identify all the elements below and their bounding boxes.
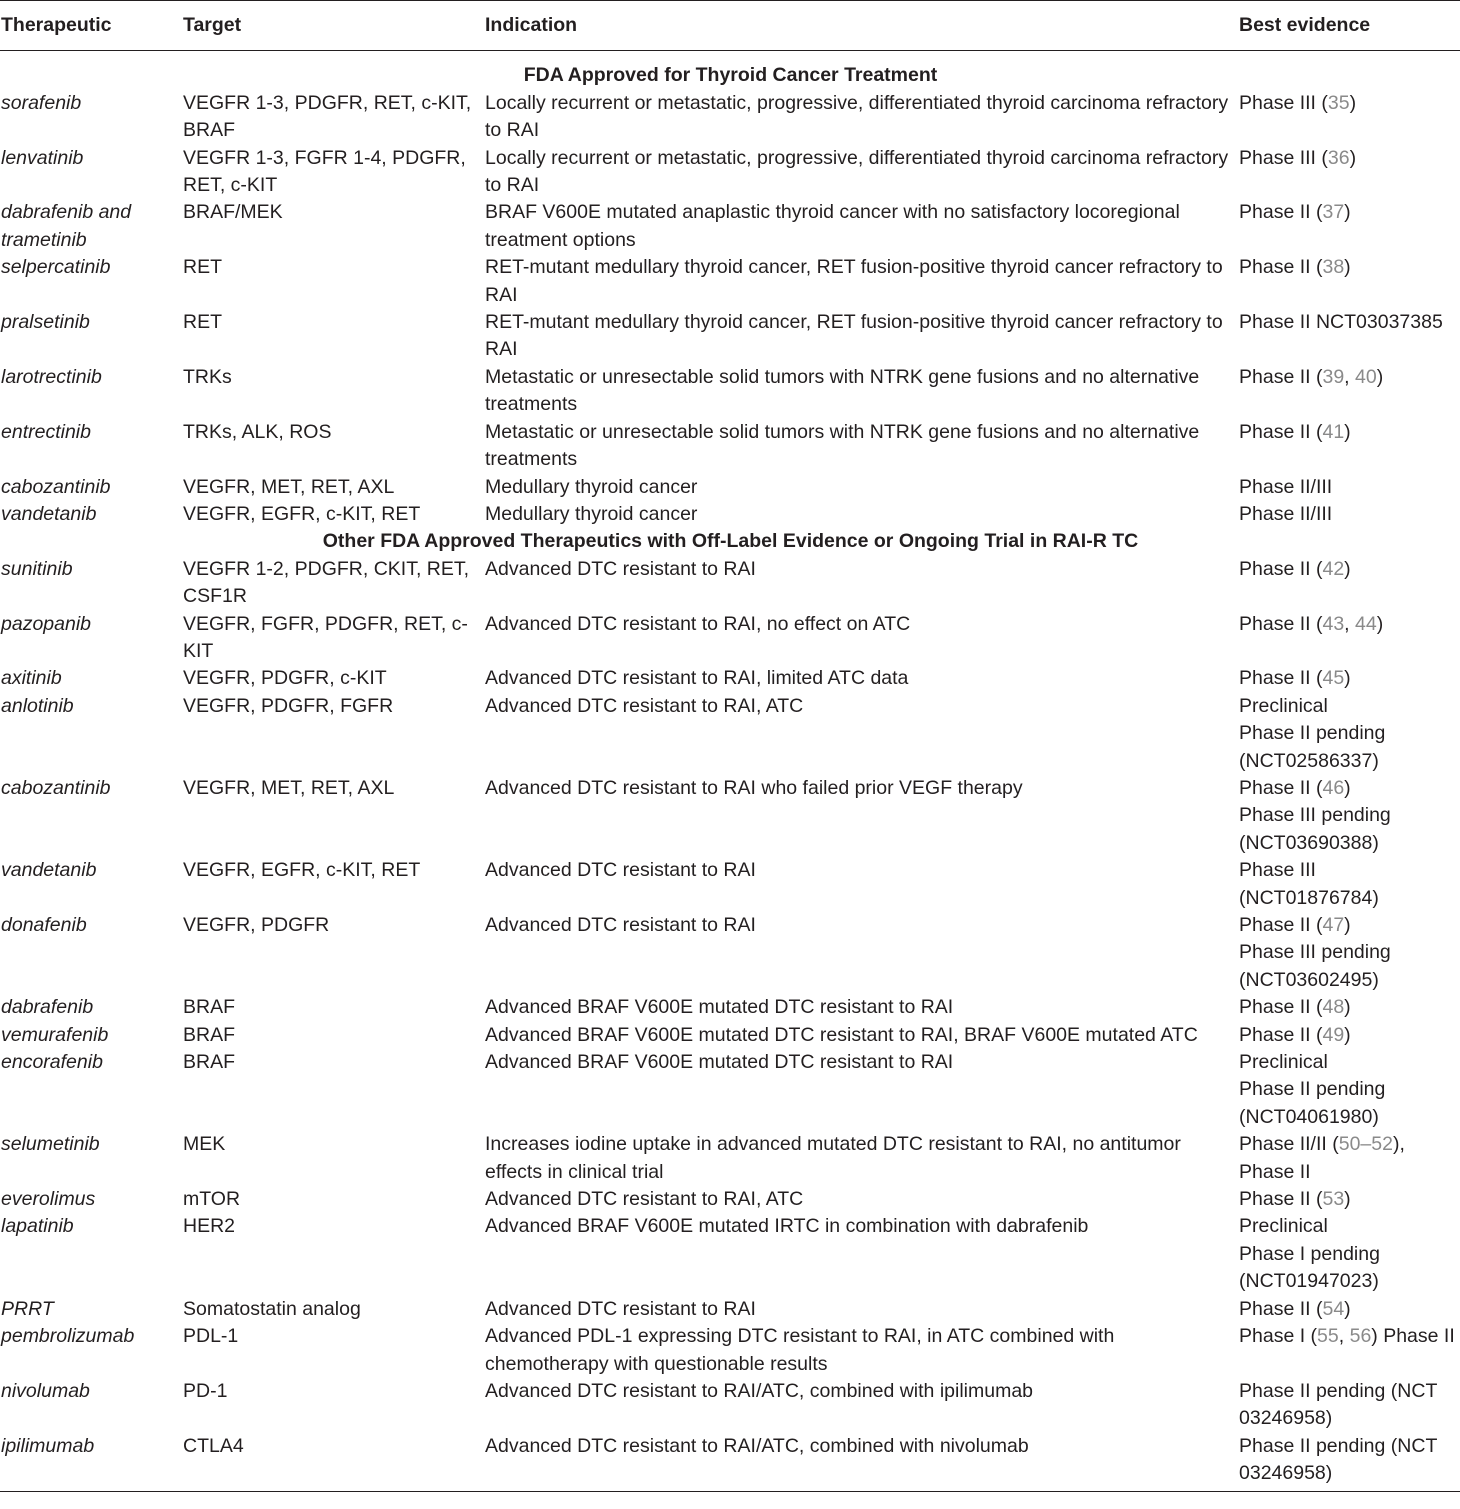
cell-indication: Metastatic or unresectable solid tumors with NTRK gene fusions and no alternative treatments <box>485 365 1200 416</box>
table-row <box>0 145 1460 200</box>
cell-target: BRAF <box>183 1051 236 1074</box>
table-row <box>0 775 1460 857</box>
cell-best-evidence <box>1238 1186 1460 1213</box>
table-row <box>0 1433 1460 1491</box>
evidence-text: Phase II/III <box>1239 502 1333 525</box>
table-row <box>0 857 1460 912</box>
reference-link[interactable]: 49 <box>1322 1023 1345 1046</box>
reference-link[interactable]: 45 <box>1322 667 1345 690</box>
evidence-text: Phase III ( <box>1239 91 1328 114</box>
cell-target: VEGFR, FGFR, PDGFR, RET, c-KIT <box>183 612 468 662</box>
evidence-text: Phase II ( <box>1239 1023 1323 1046</box>
cell-target: MEK <box>183 1133 226 1156</box>
cell-indication: Advanced DTC resistant to RAI <box>485 1297 756 1320</box>
cell-target: BRAF <box>183 1023 236 1046</box>
cell-target: PD-1 <box>183 1379 228 1402</box>
cell-indication: Locally recurrent or metastatic, progressive, differentiated thyroid carcinoma refractory to RAI <box>485 91 1229 142</box>
cell-indication: Medullary thyroid cancer <box>485 475 698 498</box>
evidence-text: ) <box>1344 996 1351 1019</box>
cell-target: Somatostatin analog <box>183 1297 361 1320</box>
cell-target: PDL-1 <box>183 1325 239 1348</box>
table-row <box>0 665 1460 692</box>
table-row <box>0 501 1460 528</box>
cell-therapeutic: pazopanib <box>1 612 91 635</box>
cell-target: VEGFR, PDGFR, FGFR <box>183 694 394 717</box>
table-row <box>0 1131 1460 1186</box>
cell-therapeutic: donafenib <box>1 914 87 936</box>
cell-therapeutic: lapatinib <box>1 1215 74 1238</box>
cell-indication: Increases iodine uptake in advanced mutated DTC resistant to RAI, no antitumor effects in clinical trial <box>485 1133 1181 1183</box>
reference-link[interactable]: 53 <box>1322 1188 1345 1211</box>
evidence-text: ) <box>1349 91 1357 114</box>
cell-indication: Locally recurrent or metastatic, progressive, differentiated thyroid carcinoma refractory to RAI <box>485 146 1229 197</box>
evidence-text: Phase II pending (NCT 03246958) <box>1239 1434 1437 1485</box>
table-header <box>0 1 1460 51</box>
cell-best-evidence <box>1238 1378 1460 1433</box>
reference-link[interactable]: 36 <box>1327 146 1350 169</box>
reference-link[interactable]: 35 <box>1327 91 1350 114</box>
header-indication: Indication <box>485 14 578 36</box>
reference-link[interactable]: 46 <box>1322 776 1345 799</box>
evidence-text: Preclinical <box>1239 1051 1328 1074</box>
cell-indication: Advanced DTC resistant to RAI <box>485 859 756 882</box>
table-row <box>0 419 1460 474</box>
cell-target: BRAF <box>183 996 236 1019</box>
reference-link[interactable]: 44 <box>1355 612 1377 635</box>
evidence-text: ) Phase II <box>1371 1325 1455 1348</box>
table-row <box>0 1022 1460 1049</box>
cell-therapeutic: axitinib <box>1 667 62 690</box>
cell-best-evidence <box>1238 145 1460 200</box>
evidence-text: , <box>1344 612 1356 635</box>
reference-link[interactable]: 56 <box>1349 1325 1372 1348</box>
evidence-text: ) <box>1344 256 1351 279</box>
evidence-text: Phase II pending (NCT 03246958) <box>1239 1379 1437 1430</box>
table-row <box>0 556 1460 611</box>
evidence-text: Phase II NCT03037385 <box>1239 311 1443 334</box>
cell-best-evidence <box>1238 309 1460 364</box>
evidence-text: Phase II ( <box>1239 256 1323 279</box>
evidence-text: ) <box>1344 420 1351 443</box>
cell-indication: BRAF V600E mutated anaplastic thyroid cancer with no satisfactory locoregional treatment options <box>485 201 1180 251</box>
table-row <box>0 90 1460 145</box>
table-row <box>0 1378 1460 1433</box>
evidence-text: Preclinical <box>1239 1215 1328 1238</box>
reference-link[interactable]: 40 <box>1355 365 1377 388</box>
cell-therapeutic: PRRT <box>1 1297 54 1320</box>
table-row <box>0 994 1460 1021</box>
cell-therapeutic: selpercatinib <box>1 256 111 279</box>
section-header-row <box>0 51 1460 90</box>
cell-indication: Advanced BRAF V600E mutated DTC resistant to RAI <box>485 996 954 1019</box>
reference-link[interactable]: 39 <box>1322 365 1345 388</box>
evidence-text: Phase III pending (NCT03602495) <box>1239 941 1391 991</box>
table-row <box>0 474 1460 501</box>
cell-therapeutic: entrectinib <box>1 420 91 443</box>
evidence-text: ) <box>1344 1023 1351 1046</box>
reference-link[interactable]: 48 <box>1322 996 1345 1019</box>
reference-link[interactable]: 37 <box>1322 201 1345 224</box>
reference-link[interactable]: 38 <box>1322 256 1345 279</box>
reference-link[interactable]: 41 <box>1322 420 1345 443</box>
evidence-text: Phase II ( <box>1239 365 1323 388</box>
cell-best-evidence <box>1238 611 1460 666</box>
cell-target: BRAF/MEK <box>183 201 283 224</box>
cell-best-evidence <box>1238 693 1460 775</box>
evidence-text: ) <box>1376 365 1384 388</box>
reference-link[interactable]: 55 <box>1317 1325 1339 1348</box>
cell-therapeutic: vandetanib <box>1 502 97 525</box>
cell-therapeutic: anlotinib <box>1 694 74 717</box>
evidence-text: Phase III (NCT01876784) <box>1239 859 1379 909</box>
evidence-text: ) <box>1344 1297 1351 1320</box>
table-row <box>0 254 1460 309</box>
section-title: Other FDA Approved Therapeutics with Off-Label Evidence or Ongoing Trial in RAI-R TC <box>322 530 1139 553</box>
evidence-text: ) <box>1344 201 1351 224</box>
evidence-text: , <box>1344 365 1356 388</box>
cell-indication: Advanced DTC resistant to RAI <box>485 914 756 936</box>
cell-therapeutic: vemurafenib <box>1 1023 109 1046</box>
cell-indication: Advanced DTC resistant to RAI, ATC <box>485 694 804 717</box>
evidence-text: Phase I ( <box>1239 1325 1318 1348</box>
cell-indication: Advanced DTC resistant to RAI who failed prior VEGF therapy <box>485 776 1023 799</box>
cell-target: RET <box>183 311 222 334</box>
cell-therapeutic: dabrafenib <box>1 996 94 1019</box>
cell-indication: Advanced BRAF V600E mutated DTC resistant to RAI <box>485 1051 954 1074</box>
cell-best-evidence <box>1238 419 1460 474</box>
header-row <box>0 1 1460 51</box>
evidence-text: ) <box>1344 667 1351 690</box>
cell-indication: Advanced DTC resistant to RAI <box>485 557 756 580</box>
cell-indication: Advanced DTC resistant to RAI/ATC, combined with nivolumab <box>485 1434 1029 1457</box>
evidence-text: ) <box>1376 612 1384 635</box>
table-row <box>0 693 1460 775</box>
section-header-row <box>0 528 1460 555</box>
cell-best-evidence <box>1238 254 1460 309</box>
evidence-text: Phase II ( <box>1239 1297 1323 1320</box>
cell-target: VEGFR, EGFR, c-KIT, RET <box>183 502 421 525</box>
evidence-text: Phase II ( <box>1239 1188 1323 1211</box>
evidence-text: ), Phase II <box>1239 1133 1405 1183</box>
table-body <box>0 51 1460 1491</box>
cell-therapeutic: dabrafenib and trametinib <box>1 201 132 251</box>
header-therapeutic: Therapeutic <box>1 14 112 36</box>
cell-target: TRKs, ALK, ROS <box>183 420 332 443</box>
cell-indication: Advanced BRAF V600E mutated IRTC in combination with dabrafenib <box>485 1215 1089 1238</box>
evidence-text: Phase II ( <box>1239 914 1323 936</box>
table-row <box>0 1323 1460 1378</box>
cell-indication: RET-mutant medullary thyroid cancer, RET fusion-positive thyroid cancer refractory to RAI <box>485 256 1223 306</box>
cell-target: VEGFR, PDGFR, c-KIT <box>183 667 387 690</box>
cell-therapeutic: pembrolizumab <box>1 1325 135 1348</box>
section-title: FDA Approved for Thyroid Cancer Treatment <box>523 64 938 87</box>
evidence-text: Phase II ( <box>1239 420 1323 443</box>
evidence-text: Phase II ( <box>1239 201 1323 224</box>
cell-target: VEGFR 1-3, FGFR 1-4, PDGFR, RET, c-KIT <box>183 146 466 197</box>
evidence-text: Phase II/II ( <box>1239 1133 1339 1156</box>
cell-best-evidence <box>1238 912 1460 994</box>
cell-target: CTLA4 <box>183 1434 244 1457</box>
evidence-text: ) <box>1344 1188 1351 1211</box>
cell-best-evidence <box>1238 1049 1460 1131</box>
reference-link[interactable]: 47 <box>1322 914 1345 936</box>
evidence-text: Phase II/III <box>1239 475 1333 498</box>
cell-target: TRKs <box>183 365 232 388</box>
evidence-text: Phase III ( <box>1239 146 1328 169</box>
reference-link[interactable]: 42 <box>1322 557 1345 580</box>
header-target: Target <box>183 14 242 36</box>
cell-best-evidence <box>1238 501 1460 528</box>
evidence-text: ) <box>1349 146 1357 169</box>
cell-therapeutic: larotrectinib <box>1 365 102 388</box>
cell-therapeutic: lenvatinib <box>1 146 84 169</box>
cell-target: VEGFR, MET, RET, AXL <box>183 475 395 498</box>
reference-link[interactable]: 54 <box>1322 1297 1345 1320</box>
reference-link[interactable]: 43 <box>1322 612 1345 635</box>
cell-best-evidence <box>1238 1433 1460 1491</box>
evidence-text: Phase I pending (NCT01947023) <box>1239 1242 1380 1293</box>
cell-therapeutic: sunitinib <box>1 557 73 580</box>
cell-indication: RET-mutant medullary thyroid cancer, RET fusion-positive thyroid cancer refractory to RAI <box>485 311 1223 361</box>
header-best-evidence: Best evidence <box>1239 14 1371 36</box>
evidence-text: Phase II ( <box>1239 612 1323 635</box>
cell-indication: Advanced DTC resistant to RAI, no effect on ATC <box>485 612 911 635</box>
cell-target: RET <box>183 256 222 279</box>
cell-therapeutic: cabozantinib <box>1 776 111 799</box>
cell-target: mTOR <box>183 1188 241 1211</box>
evidence-text: Phase II ( <box>1239 557 1323 580</box>
cell-indication: Advanced DTC resistant to RAI, ATC <box>485 1188 804 1211</box>
cell-best-evidence <box>1238 665 1460 692</box>
cell-therapeutic: nivolumab <box>1 1379 90 1402</box>
table-row <box>0 611 1460 666</box>
cell-indication: Advanced BRAF V600E mutated DTC resistant to RAI, BRAF V600E mutated ATC <box>485 1023 1198 1046</box>
cell-target: VEGFR, PDGFR <box>183 914 330 936</box>
cell-best-evidence <box>1238 1213 1460 1295</box>
evidence-text: , <box>1338 1325 1350 1348</box>
cell-target: HER2 <box>183 1215 236 1238</box>
cell-therapeutic: selumetinib <box>1 1133 100 1156</box>
evidence-text: Phase II ( <box>1239 776 1323 799</box>
cell-indication: Advanced DTC resistant to RAI/ATC, combined with ipilimumab <box>485 1379 1034 1402</box>
cell-therapeutic: everolimus <box>1 1188 96 1211</box>
cell-indication: Medullary thyroid cancer <box>485 502 698 525</box>
cell-indication: Advanced DTC resistant to RAI, limited ATC data <box>485 667 909 690</box>
cell-therapeutic: pralsetinib <box>1 311 90 334</box>
cell-best-evidence <box>1238 994 1460 1021</box>
table-row <box>0 1213 1460 1295</box>
cell-best-evidence <box>1238 857 1460 912</box>
evidence-text: Phase II ( <box>1239 667 1323 690</box>
cell-best-evidence <box>1238 1323 1460 1378</box>
table-row <box>0 199 1460 254</box>
cell-best-evidence <box>1238 1296 1460 1323</box>
cell-target: VEGFR, EGFR, c-KIT, RET <box>183 859 421 882</box>
cell-therapeutic: vandetanib <box>1 859 97 882</box>
table-row <box>0 1296 1460 1323</box>
cell-indication: Advanced PDL-1 expressing DTC resistant to RAI, in ATC combined with chemotherapy with questionable results <box>485 1325 1115 1375</box>
cell-target: VEGFR, MET, RET, AXL <box>183 776 395 799</box>
cell-therapeutic: cabozantinib <box>1 475 111 498</box>
cell-best-evidence <box>1238 364 1460 419</box>
evidence-text: Phase III pending (NCT03690388) <box>1239 804 1391 854</box>
cell-indication: Metastatic or unresectable solid tumors with NTRK gene fusions and no alternative treatments <box>485 420 1200 471</box>
cell-best-evidence <box>1238 556 1460 611</box>
evidence-text: ) <box>1344 914 1351 936</box>
evidence-text: Phase II ( <box>1239 996 1323 1019</box>
evidence-text: Phase II pending (NCT04061980) <box>1239 1078 1386 1128</box>
cell-target: VEGFR 1-3, PDGFR, RET, c-KIT, BRAF <box>183 91 472 142</box>
cell-therapeutic: ipilimumab <box>1 1434 95 1457</box>
cell-best-evidence <box>1238 90 1460 145</box>
cell-best-evidence <box>1238 1131 1460 1186</box>
cell-best-evidence <box>1238 474 1460 501</box>
cell-best-evidence <box>1238 199 1460 254</box>
table-row <box>0 1186 1460 1213</box>
cell-target: VEGFR 1-2, PDGFR, CKIT, RET, CSF1R <box>183 557 470 608</box>
cell-best-evidence <box>1238 1022 1460 1049</box>
cell-therapeutic: encorafenib <box>1 1051 103 1074</box>
table-row <box>0 364 1460 419</box>
table-row <box>0 309 1460 364</box>
evidence-text: ) <box>1344 776 1351 799</box>
evidence-text: Phase II pending (NCT02586337) <box>1239 722 1386 772</box>
table-row <box>0 1049 1460 1131</box>
evidence-text: ) <box>1344 557 1351 580</box>
evidence-text: Preclinical <box>1239 694 1328 717</box>
reference-link[interactable]: 50–52 <box>1338 1133 1393 1156</box>
cell-best-evidence <box>1238 775 1460 857</box>
table-row <box>0 912 1460 994</box>
cell-therapeutic: sorafenib <box>1 91 82 114</box>
